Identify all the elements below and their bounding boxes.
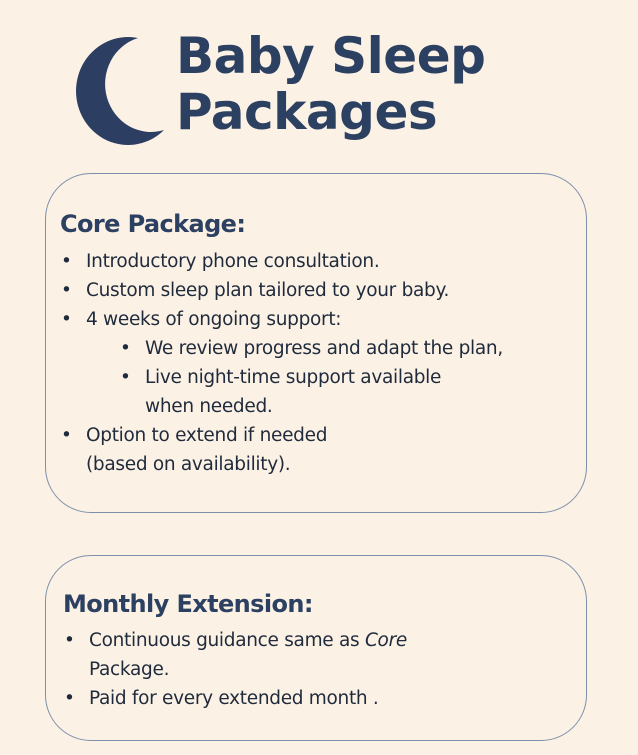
list-item bbox=[60, 305, 503, 421]
moon-icon bbox=[76, 36, 166, 146]
monthly-extension-list bbox=[63, 626, 407, 713]
list-item bbox=[63, 626, 407, 684]
list-item-line-2: Package. bbox=[89, 659, 170, 680]
list-item-line-2: (based on availability). bbox=[86, 454, 291, 475]
core-package-list bbox=[60, 247, 503, 479]
sub-list-item bbox=[119, 363, 503, 421]
core-emphasis: Core bbox=[364, 630, 407, 651]
page-title-line-2: Packages bbox=[176, 83, 438, 141]
sub-list-item-line-2: when needed. bbox=[145, 396, 273, 417]
support-sublist bbox=[86, 334, 503, 421]
core-package-title: Core Package: bbox=[60, 210, 246, 238]
list-item bbox=[60, 421, 503, 479]
monthly-extension-title: Monthly Extension: bbox=[63, 590, 313, 618]
list-item-line-1 bbox=[89, 626, 407, 655]
list-item: • Paid for every extended month . bbox=[63, 684, 407, 713]
list-item-line-1: • Option to extend if needed bbox=[86, 425, 328, 446]
page-title bbox=[176, 28, 485, 140]
list-item-text: Continuous guidance same as bbox=[89, 630, 365, 651]
list-item-text: 4 weeks of ongoing support: bbox=[86, 309, 342, 330]
list-item: • Introductory phone consultation. bbox=[60, 247, 503, 276]
sub-list-item-line-1: • Live night-time support available bbox=[145, 367, 442, 388]
core-package-card bbox=[45, 173, 587, 513]
list-item: • Custom sleep plan tailored to your baby. bbox=[60, 276, 503, 305]
page-title-line-1: Baby Sleep bbox=[176, 27, 486, 85]
sub-list-item: • We review progress and adapt the plan, bbox=[119, 334, 503, 363]
monthly-extension-card bbox=[45, 555, 587, 741]
